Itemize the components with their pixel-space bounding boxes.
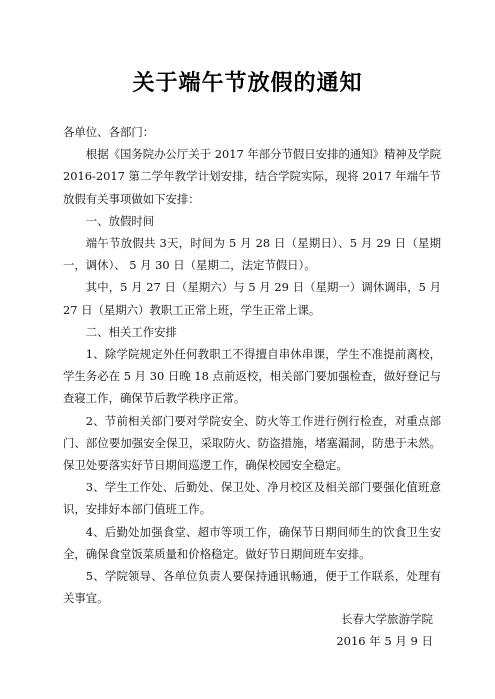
- section-1-heading: 一、放假时间: [85, 213, 155, 228]
- section-2-item-4: 4、后勤处加强食堂、超市等项工作，确保节日期间师生的饮食卫生安全，确保食堂饭菜质量和价格稳定。做好节日期间班车安排。: [63, 524, 441, 561]
- section-2-item-1: 1、除学院规定外任何教职工不得擅自串休串课，学生不准提前离校，学生务必在 5 月 30 日晚 18 点前返校，相关部门要加强检查，做好登记与查寝工作，确保节后教学秩序正常。: [63, 347, 441, 406]
- section-1-paragraph-2: 其中，5 月 27 日（星期六）与 5 月 29 日（星期一）调休调串，5 月 27 日（星期六）教职工正常上班，学生正常上课。: [63, 280, 441, 317]
- signature-org: 长春大学旅游学院: [341, 612, 433, 626]
- section-1-paragraph-1: 端午节放假共 3天，时间为 5 月 28 日（星期日）、5 月 29 日（星期一，调休）、 5 月 30 日（星期二，法定节假日）。: [63, 236, 441, 273]
- document-title: 关于端午节放假的通知: [132, 71, 363, 96]
- salutation: 各单位、各部门：: [63, 125, 155, 139]
- section-2-item-3: 3、学生工作处、后勤处、保卫处、净月校区及相关部门要强化值班意识，安排好本部门值班工作。: [63, 480, 441, 517]
- section-2-item-5: 5、学院领导、各单位负责人要保持通讯畅通，便于工作联系，处理有关事宜。: [63, 569, 441, 606]
- signature-date: 2016 年 5 月 9 日: [336, 634, 433, 648]
- signature-block: [336, 608, 433, 652]
- section-2-heading: 二、相关工作安排: [85, 324, 177, 339]
- document-body: [63, 121, 441, 609]
- section-2-item-2: 2、节前相关部门要对学院安全、防火等工作进行例行检查，对重点部门、部位要加强安全保卫，采取防火、防盗措施，堵塞漏洞，防患于未然。保卫处要落实好节日期间巡逻工作，确保校园安全稳定。: [63, 413, 441, 473]
- intro-paragraph: 根据《国务院办公厅关于 2017 年部分节假日安排的通知》精神及学院 2016-2017 第二学年教学计划安排，结合学院实际，现将 2017 年端午节放假有关事项做如下安排：: [63, 147, 441, 206]
